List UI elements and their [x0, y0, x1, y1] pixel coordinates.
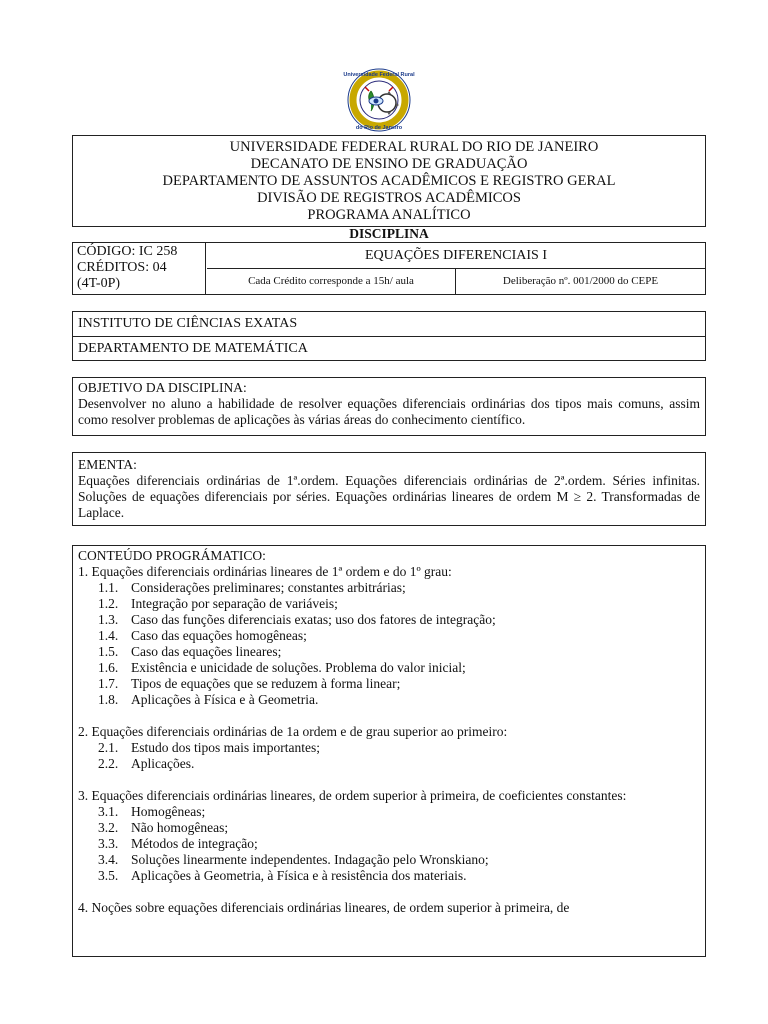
institute-name: INSTITUTO DE CIÊNCIAS EXATAS — [78, 316, 298, 331]
item-number: 3.3. — [98, 836, 119, 851]
header-departamento: DEPARTAMENTO DE ASSUNTOS ACADÊMICOS E REGISTRO GERAL — [162, 173, 616, 189]
objective-title: OBJETIVO DA DISCIPLINA: — [78, 380, 247, 395]
item-number: 1.8. — [98, 692, 119, 707]
university-seal-logo — [343, 67, 415, 133]
item-text: Caso das equações lineares; — [131, 644, 282, 659]
section-item — [78, 804, 700, 820]
header-decanato: DECANATO DE ENSINO DE GRADUAÇÃO — [250, 156, 528, 172]
section-item — [78, 660, 700, 676]
item-text: Homogêneas; — [131, 804, 206, 819]
deliberation: Deliberação nº. 001/2000 do CEPE — [502, 275, 659, 287]
institute-box — [72, 311, 706, 361]
section-gap — [78, 884, 700, 900]
item-number: 1.3. — [98, 612, 119, 627]
item-text: Considerações preliminares; constantes arbitrárias; — [131, 580, 406, 595]
section-item — [78, 852, 700, 868]
item-text: Métodos de integração; — [131, 836, 258, 851]
section-gap — [78, 708, 700, 724]
program-content-box — [72, 545, 706, 957]
section-item — [78, 676, 700, 692]
section-item — [78, 868, 700, 884]
section-item — [78, 756, 700, 772]
header-divisao: DIVISÃO DE REGISTROS ACADÊMICOS — [257, 190, 521, 206]
section-item — [78, 596, 700, 612]
item-number: 2.1. — [98, 740, 119, 755]
item-text: Caso das equações homogêneas; — [131, 628, 307, 643]
course-code: CÓDIGO: IC 258 — [77, 244, 178, 259]
item-text: Aplicações à Geometria, à Física e à resistência dos materiais. — [131, 868, 467, 883]
seal-text-bottom: do Rio de Janeiro — [355, 125, 403, 131]
objective-text: Desenvolver no aluno a habilidade de resolver equações diferenciais ordinárias dos tipos mais comuns, assim como resolver problemas de aplicações às várias áreas do conhecimento científico. — [78, 396, 700, 427]
syllabus-title: EMENTA: — [78, 457, 137, 472]
course-name: EQUAÇÕES DIFERENCIAIS I — [207, 243, 705, 269]
item-text: Tipos de equações que se reduzem à forma linear; — [131, 676, 401, 691]
section-item — [78, 644, 700, 660]
header-programa: PROGRAMA ANALÍTICO — [307, 207, 471, 223]
header-university: UNIVERSIDADE FEDERAL RURAL DO RIO DE JANEIRO — [229, 139, 599, 155]
course-info-table — [72, 242, 706, 295]
section-item — [78, 836, 700, 852]
department-name: DEPARTAMENTO DE MATEMÁTICA — [73, 336, 705, 361]
credit-info: Cada Crédito corresponde a 15h/ aula — [207, 269, 456, 294]
section-item — [78, 580, 700, 596]
item-text: Soluções linearmente independentes. Indagação pelo Wronskiano; — [131, 852, 489, 867]
item-text: Aplicações. — [131, 756, 195, 771]
section-heading: 4. Noções sobre equações diferenciais ordinárias lineares, de ordem superior à primeira, de — [78, 900, 570, 915]
item-text: Aplicações à Física e à Geometria. — [131, 692, 319, 707]
seal-text-top: Universidade Federal Rural — [343, 72, 415, 78]
program-sections — [78, 564, 700, 916]
item-text: Caso das funções diferenciais exatas; uso dos fatores de integração; — [131, 612, 496, 627]
syllabus-box — [72, 452, 706, 526]
program-content-title: CONTEÚDO PROGRÁMATICO: — [78, 548, 266, 563]
course-code-cell — [73, 243, 206, 294]
disciplina-label: DISCIPLINA — [349, 226, 429, 241]
section-item — [78, 740, 700, 756]
section-heading: 3. Equações diferenciais ordinárias lineares, de ordem superior à primeira, de coeficientes constantes: — [78, 788, 627, 803]
item-text: Integração por separação de variáveis; — [131, 596, 338, 611]
item-number: 1.5. — [98, 644, 119, 659]
item-number: 1.7. — [98, 676, 119, 691]
item-text: Não homogêneas; — [131, 820, 229, 835]
section-heading: 2. Equações diferenciais ordinárias de 1a ordem e de grau superior ao primeiro: — [78, 724, 508, 739]
section-heading: 1. Equações diferenciais ordinárias lineares de 1ª ordem e do 1º grau: — [78, 564, 452, 579]
section-item — [78, 612, 700, 628]
course-workload: (4T-0P) — [77, 276, 121, 291]
item-number: 3.4. — [98, 852, 119, 867]
item-number: 1.2. — [98, 596, 119, 611]
course-credits: CRÉDITOS: 04 — [77, 260, 167, 275]
section-item — [78, 628, 700, 644]
section-gap — [78, 772, 700, 788]
institution-header — [72, 135, 706, 227]
item-number: 1.6. — [98, 660, 119, 675]
section-item — [78, 820, 700, 836]
item-text: Existência e unicidade de soluções. Problema do valor inicial; — [131, 660, 466, 675]
item-number: 1.1. — [98, 580, 119, 595]
objective-box — [72, 377, 706, 436]
item-number: 1.4. — [98, 628, 119, 643]
syllabus-text: Equações diferenciais ordinárias de 1ª.ordem. Equações diferenciais ordinárias de 2ª.ordem. Séries infinitas. Soluções de equações diferenciais por séries. Equações ordinárias lineares de ordem M ≥ 2. Transformadas de Laplace. — [78, 473, 700, 520]
section-item — [78, 692, 700, 708]
item-text: Estudo dos tipos mais importantes; — [131, 740, 320, 755]
item-number: 2.2. — [98, 756, 119, 771]
item-number: 3.1. — [98, 804, 119, 819]
item-number: 3.2. — [98, 820, 119, 835]
item-number: 3.5. — [98, 868, 119, 883]
